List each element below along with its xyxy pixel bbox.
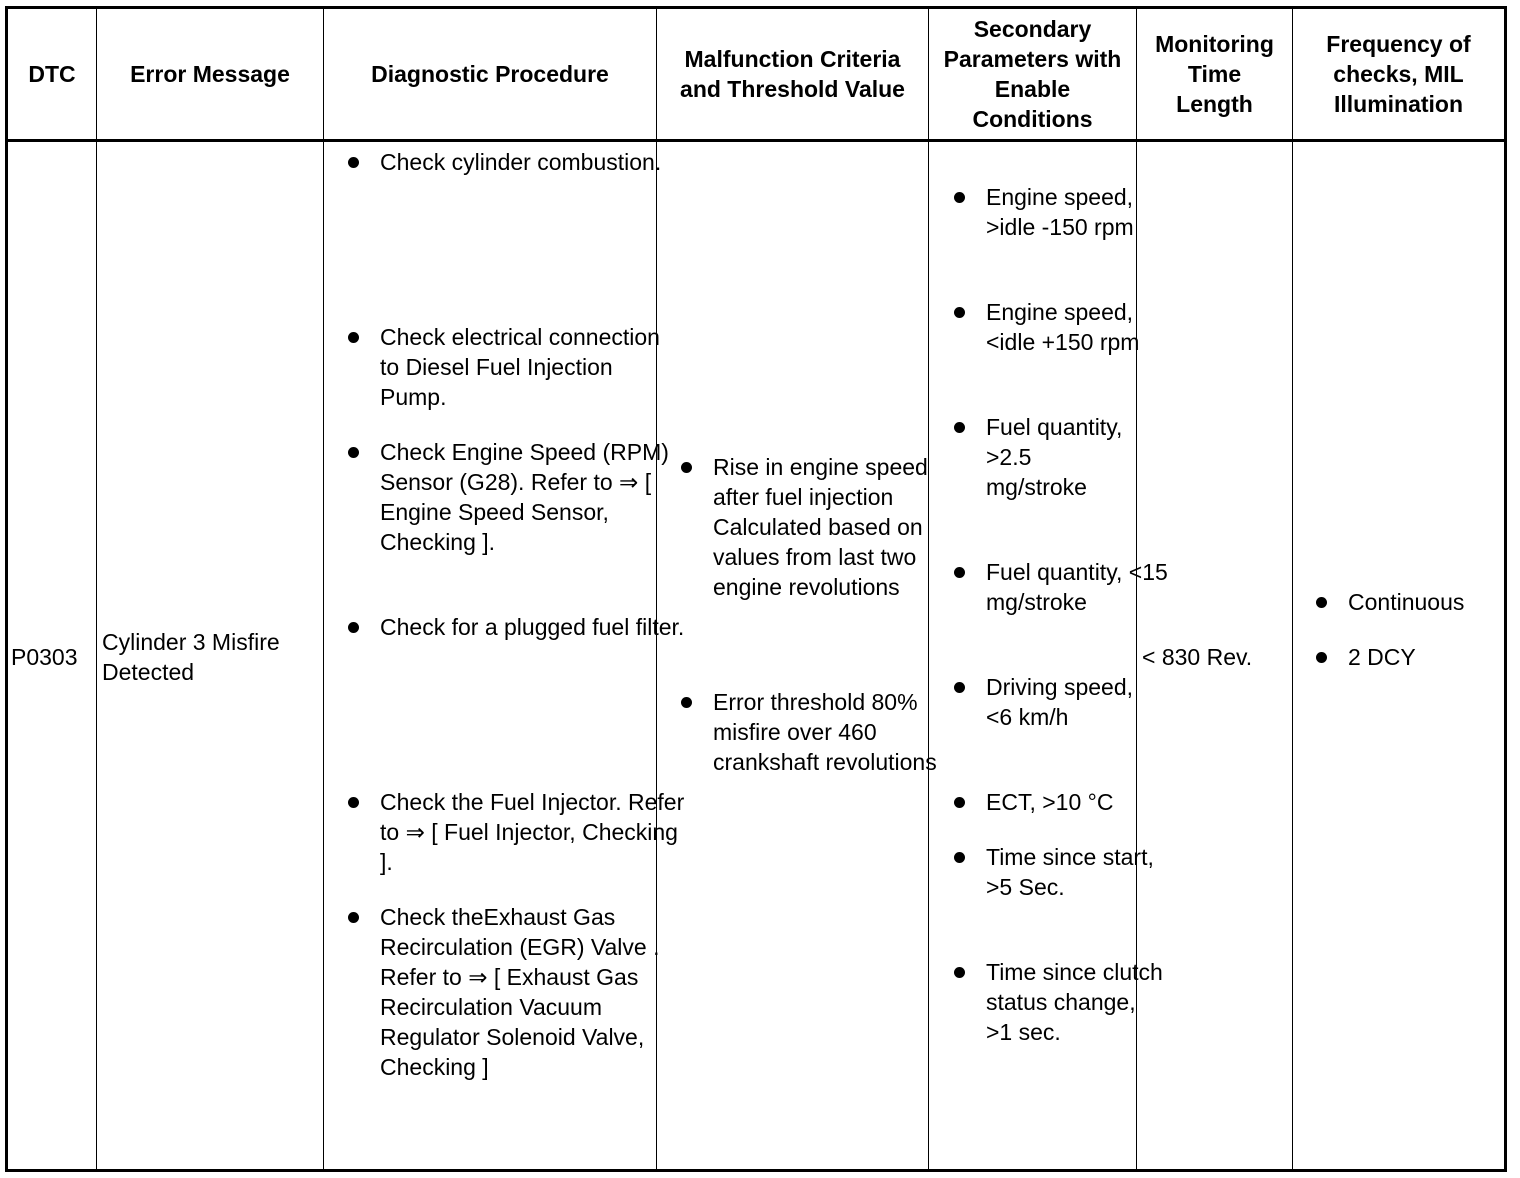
list-item: 2 DCY: [1314, 642, 1520, 672]
bullet-icon: [954, 567, 965, 578]
list-item: Check cylinder combustion.: [346, 147, 685, 177]
bullet-icon: [954, 852, 965, 863]
bullet-icon: [348, 447, 359, 458]
list-item: Rise in engine speed after fuel injection Calculated based on values from last two engine revolutions: [679, 452, 963, 602]
header-error-message: Error Message: [130, 61, 290, 87]
list-item: Check for a plugged fuel filter.: [346, 612, 690, 642]
list-item: Engine speed, >idle -150 rpm: [952, 182, 1166, 242]
bullet-icon: [681, 697, 692, 708]
list-item: Engine speed, <idle +150 rpm: [952, 297, 1166, 357]
list-item: ECT, >10 °C: [952, 787, 1170, 817]
dtc-code: P0303: [11, 644, 78, 670]
column-divider: [323, 9, 324, 1169]
bullet-icon: [954, 797, 965, 808]
header-dtc: DTC: [28, 61, 76, 87]
bullet-icon: [348, 332, 359, 343]
bullet-icon: [954, 682, 965, 693]
list-item: Fuel quantity, <15 mg/stroke: [952, 557, 1170, 617]
list-item: Check the Fuel Injector. Refer to ⇒ [ Fuel Injector, Checking ].: [346, 787, 685, 877]
column-divider: [1292, 9, 1293, 1169]
list-item: Continuous: [1314, 587, 1520, 617]
list-item: Check Engine Speed (RPM) Sensor (G28). Refer to ⇒ [ Engine Speed Sensor, Checking ].: [346, 437, 670, 557]
bullet-icon: [1316, 597, 1327, 608]
list-item: Time since start, >5 Sec.: [952, 842, 1156, 902]
list-item: Time since clutch status change, >1 sec.: [952, 957, 1166, 1047]
bullet-icon: [348, 912, 359, 923]
header-secondary-parameters: Secondary Parameters with Enable Conditions: [943, 16, 1122, 132]
list-item: Error threshold 80% misfire over 460 crankshaft revolutions: [679, 687, 948, 777]
header-malfunction-criteria: Malfunction Criteria and Threshold Value: [680, 46, 905, 102]
list-item: Check electrical connection to Diesel Fuel Injection Pump.: [346, 322, 685, 412]
bullet-icon: [348, 157, 359, 168]
monitoring-time: < 830 Rev.: [1142, 644, 1253, 670]
bullet-icon: [1316, 652, 1327, 663]
list-item: Driving speed, <6 km/h: [952, 672, 1136, 732]
header-divider: [8, 139, 1504, 142]
bullet-icon: [954, 307, 965, 318]
column-divider: [96, 9, 97, 1169]
error-message: Cylinder 3 Misfire Detected: [102, 629, 280, 685]
list-item: Check theExhaust Gas Recirculation (EGR) Valve . Refer to ⇒ [ Exhaust Gas Recirculation Vacuum Regulator Solenoid Valve, Checking ]: [346, 902, 675, 1082]
bullet-icon: [348, 622, 359, 633]
header-diagnostic-procedure: Diagnostic Procedure: [371, 61, 609, 87]
header-frequency: Frequency of checks, MIL Illumination: [1326, 31, 1471, 117]
bullet-icon: [954, 422, 965, 433]
bullet-icon: [348, 797, 359, 808]
list-item: Fuel quantity, >2.5 mg/stroke: [952, 412, 1136, 502]
bullet-icon: [954, 192, 965, 203]
dtc-table: [5, 6, 1507, 1172]
bullet-icon: [954, 967, 965, 978]
header-monitoring-time: Monitoring Time Length: [1155, 31, 1274, 117]
bullet-icon: [681, 462, 692, 473]
